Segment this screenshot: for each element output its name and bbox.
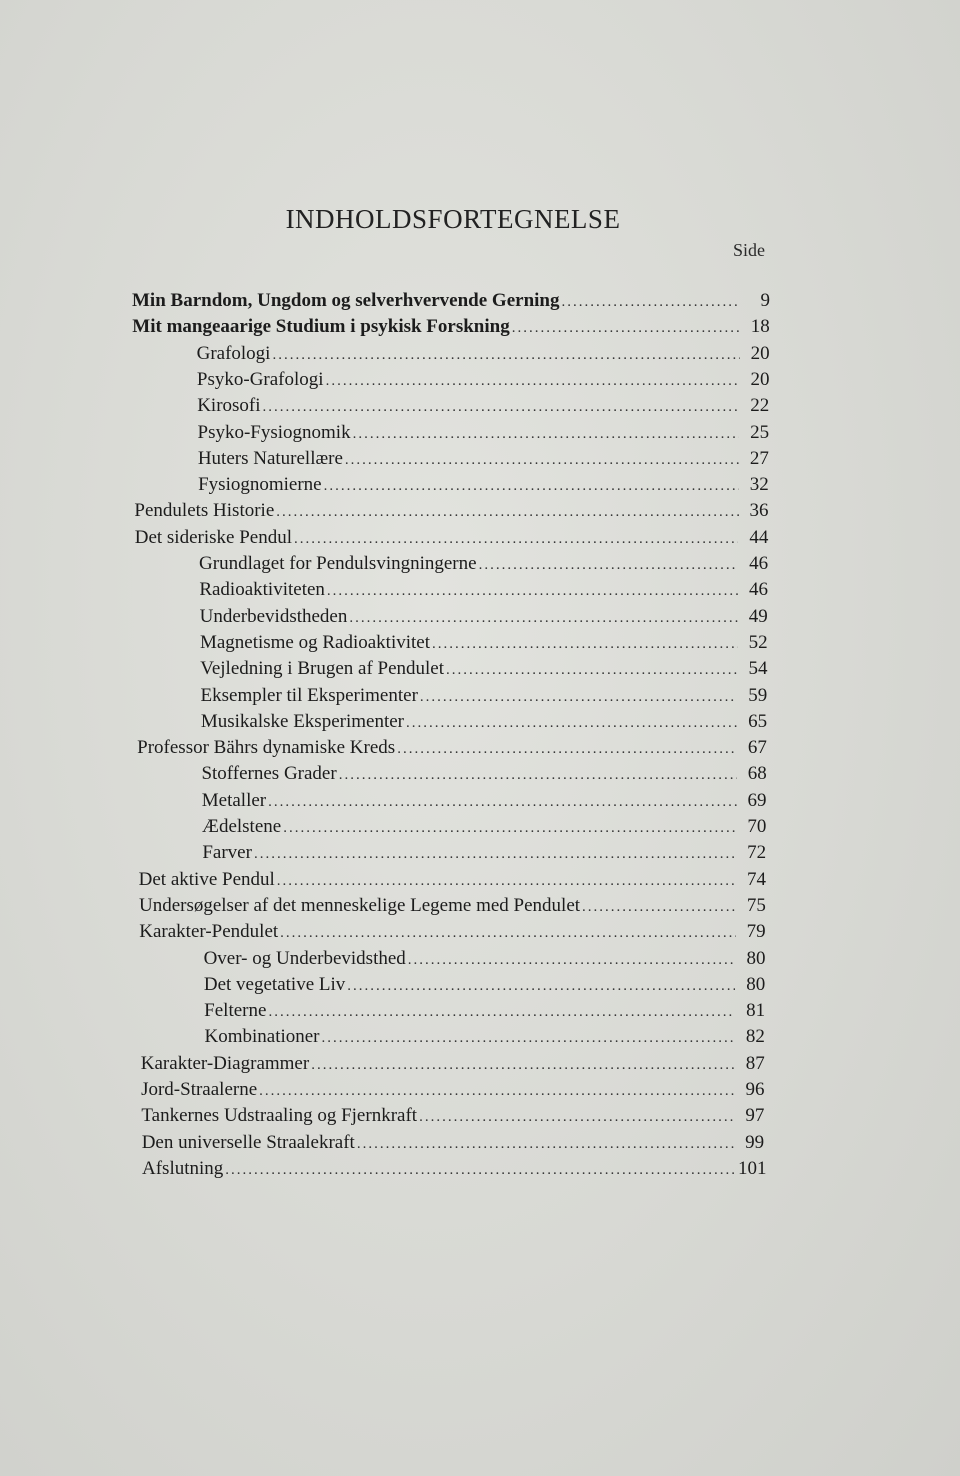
toc-entry-title: Min Barndom, Ungdom og selverhvervende Gerning xyxy=(132,290,560,311)
dot-leader xyxy=(397,741,737,758)
toc-entry xyxy=(202,842,766,868)
toc-entry-page-number: 46 xyxy=(748,579,768,601)
dot-leader xyxy=(322,1030,735,1047)
toc-entry xyxy=(141,1053,765,1079)
toc-entry-title: Tankernes Udstraaling og Fjernkraft xyxy=(141,1105,418,1127)
toc-entry xyxy=(204,1026,764,1052)
toc-entry-title: Det aktive Pendul xyxy=(138,868,275,890)
toc-entry-page-number: 70 xyxy=(747,816,767,837)
toc-entry xyxy=(200,658,767,684)
toc-entry xyxy=(200,632,768,658)
toc-entry-page-number: 87 xyxy=(745,1052,765,1074)
toc-entry-page-number: 75 xyxy=(746,894,766,916)
dot-leader xyxy=(263,399,740,416)
dot-leader xyxy=(259,1083,734,1100)
toc-entry-page-number: 36 xyxy=(749,500,769,522)
toc-entry-page-number: 97 xyxy=(745,1105,765,1127)
toc-entry-page-number: 49 xyxy=(748,605,768,627)
toc-entry xyxy=(200,606,768,632)
dot-leader xyxy=(349,610,737,627)
toc-entry xyxy=(202,790,767,816)
dot-leader xyxy=(357,1136,734,1153)
toc-entry-title: Underbevidstheden xyxy=(199,605,348,627)
toc-entry-title: Undersøgelser af det menneskelige Legeme med Pendulet xyxy=(138,894,581,916)
toc-entry-title: Ædelstene xyxy=(202,816,282,837)
toc-entry xyxy=(141,1105,764,1131)
toc-entry xyxy=(139,921,765,947)
toc-entry-title: Magnetisme og Radioaktivitet xyxy=(199,631,431,653)
toc-entry-page-number: 20 xyxy=(750,342,770,364)
toc-entry-title: Karakter-Diagrammer xyxy=(140,1052,310,1074)
toc-entry xyxy=(197,343,770,369)
toc-entry xyxy=(199,553,768,579)
toc-entry-title: Grundlaget for Pendulsvingningerne xyxy=(199,553,477,574)
toc-entry xyxy=(132,290,770,316)
toc-entry-title: Felterne xyxy=(204,1000,267,1022)
toc-entry-page-number: 101 xyxy=(738,1157,767,1179)
toc-entry-page-number: 79 xyxy=(746,921,766,943)
dot-leader xyxy=(408,952,736,969)
toc-entry-page-number: 72 xyxy=(747,842,767,864)
dot-leader xyxy=(268,794,736,811)
dot-leader xyxy=(277,873,736,890)
toc-entry-page-number: 67 xyxy=(747,737,767,759)
toc-entry xyxy=(198,422,770,448)
toc-entry xyxy=(197,369,770,395)
toc-entry-page-number: 9 xyxy=(760,290,770,311)
toc-entry-page-number: 25 xyxy=(750,421,770,443)
toc-entry-page-number: 27 xyxy=(749,447,769,469)
toc-entry xyxy=(198,448,769,474)
dot-leader xyxy=(446,662,737,679)
toc-entry xyxy=(201,685,768,711)
toc-entry xyxy=(198,474,769,500)
toc-entry-page-number: 59 xyxy=(748,684,768,706)
toc-entry xyxy=(204,948,766,974)
toc-entry-title: Metaller xyxy=(201,789,267,811)
dot-leader xyxy=(327,583,738,600)
toc-entry-page-number: 74 xyxy=(746,868,766,890)
dot-leader xyxy=(345,452,739,469)
dot-leader xyxy=(294,531,738,548)
toc-entry-title: Psyko-Fysiognomik xyxy=(197,421,351,443)
dot-leader xyxy=(276,504,738,521)
toc-entry-title: Vejledning i Brugen af Pendulet xyxy=(200,658,445,680)
dot-leader xyxy=(254,846,736,863)
toc-entry-page-number: 65 xyxy=(748,710,768,732)
toc-entry-title: Professor Bährs dynamiske Kreds xyxy=(137,737,396,759)
toc-entry-page-number: 96 xyxy=(745,1079,765,1100)
dot-leader xyxy=(339,767,737,784)
toc-entry-page-number: 80 xyxy=(746,973,766,995)
toc-entry xyxy=(204,974,765,1000)
dot-leader xyxy=(326,373,740,390)
toc-entry xyxy=(139,895,766,921)
toc-entry-title: Mit mangeaarige Studium i psykisk Forskning xyxy=(132,316,510,338)
dot-leader xyxy=(347,978,735,995)
dot-leader xyxy=(280,925,735,942)
toc-entry xyxy=(199,579,768,605)
toc-entry-title: Det sideriske Pendul xyxy=(134,526,292,548)
dot-leader xyxy=(432,636,738,653)
toc-entry-page-number: 18 xyxy=(750,316,770,338)
toc-entry-title: Over- og Underbevidsthed xyxy=(203,947,406,969)
toc-entry-page-number: 80 xyxy=(746,947,766,969)
toc-entry-page-number: 82 xyxy=(745,1026,765,1048)
dot-leader xyxy=(353,426,739,443)
toc-entry-page-number: 52 xyxy=(748,631,768,653)
dot-leader xyxy=(268,1004,735,1021)
toc-entry xyxy=(201,763,766,789)
toc-entry-title: Det vegetative Liv xyxy=(203,973,346,995)
dot-leader xyxy=(324,478,739,495)
toc-entry xyxy=(135,527,769,553)
toc-entry xyxy=(201,711,767,737)
dot-leader xyxy=(283,820,736,837)
toc-entry-page-number: 69 xyxy=(747,789,767,811)
toc-entry-title: Musikalske Eksperimenter xyxy=(200,710,404,732)
toc-entry xyxy=(142,1132,764,1158)
dot-leader xyxy=(420,689,737,706)
toc-entry-title: Den universelle Straalekraft xyxy=(141,1131,355,1153)
toc-entry-page-number: 20 xyxy=(750,368,770,390)
toc-entry-page-number: 68 xyxy=(747,763,767,785)
toc-entry-title: Farver xyxy=(202,842,252,864)
page-title: INDHOLDSFORTEGNELSE xyxy=(285,204,621,234)
toc-entry xyxy=(197,395,769,421)
toc-entry-title: Eksempler til Eksperimenter xyxy=(200,684,418,706)
toc-entry-title: Grafologi xyxy=(196,342,271,364)
dot-leader xyxy=(562,294,741,311)
toc-entry-page-number: 22 xyxy=(750,395,770,417)
toc-entry-title: Kirosofi xyxy=(197,395,261,417)
toc-entry-title: Fysiognomierne xyxy=(198,474,322,496)
toc-entry-page-number: 46 xyxy=(749,553,769,574)
toc-entry-page-number: 44 xyxy=(749,526,769,548)
dot-leader xyxy=(419,1109,734,1126)
toc-entry-title: Stoffernes Grader xyxy=(201,763,337,785)
page-column-label: Side xyxy=(733,240,766,260)
dot-leader xyxy=(272,347,739,364)
toc-entry-page-number: 99 xyxy=(745,1131,765,1153)
toc-entry-title: Psyko-Grafologi xyxy=(196,368,324,390)
toc-entry-page-number: 81 xyxy=(746,1000,766,1022)
toc-entry xyxy=(139,869,766,895)
toc-entry xyxy=(137,737,767,763)
toc-entry-title: Kombinationer xyxy=(204,1026,320,1048)
toc-entry-title: Radioaktiviteten xyxy=(199,579,325,601)
toc-entry-title: Karakter-Pendulet xyxy=(139,921,279,943)
toc-entry-page-number: 32 xyxy=(749,474,769,496)
toc-entry xyxy=(141,1079,764,1105)
toc-entry xyxy=(134,500,768,526)
dot-leader xyxy=(479,557,739,574)
toc-entry xyxy=(142,1157,767,1184)
toc-entry xyxy=(204,1000,765,1026)
toc-entry-page-number: 54 xyxy=(748,658,768,680)
toc-entry xyxy=(132,316,770,342)
toc-entry-title: Jord-Straalerne xyxy=(141,1079,258,1100)
toc-entry-title: Pendulets Historie xyxy=(134,500,275,522)
toc-entry-title: Afslutning xyxy=(142,1157,224,1179)
dot-leader xyxy=(311,1057,735,1074)
dot-leader xyxy=(225,1162,734,1179)
dot-leader xyxy=(512,320,740,337)
toc-entry xyxy=(202,816,766,842)
toc-entry-title: Huters Naturellære xyxy=(197,447,343,469)
dot-leader xyxy=(406,715,737,732)
dot-leader xyxy=(582,899,736,916)
